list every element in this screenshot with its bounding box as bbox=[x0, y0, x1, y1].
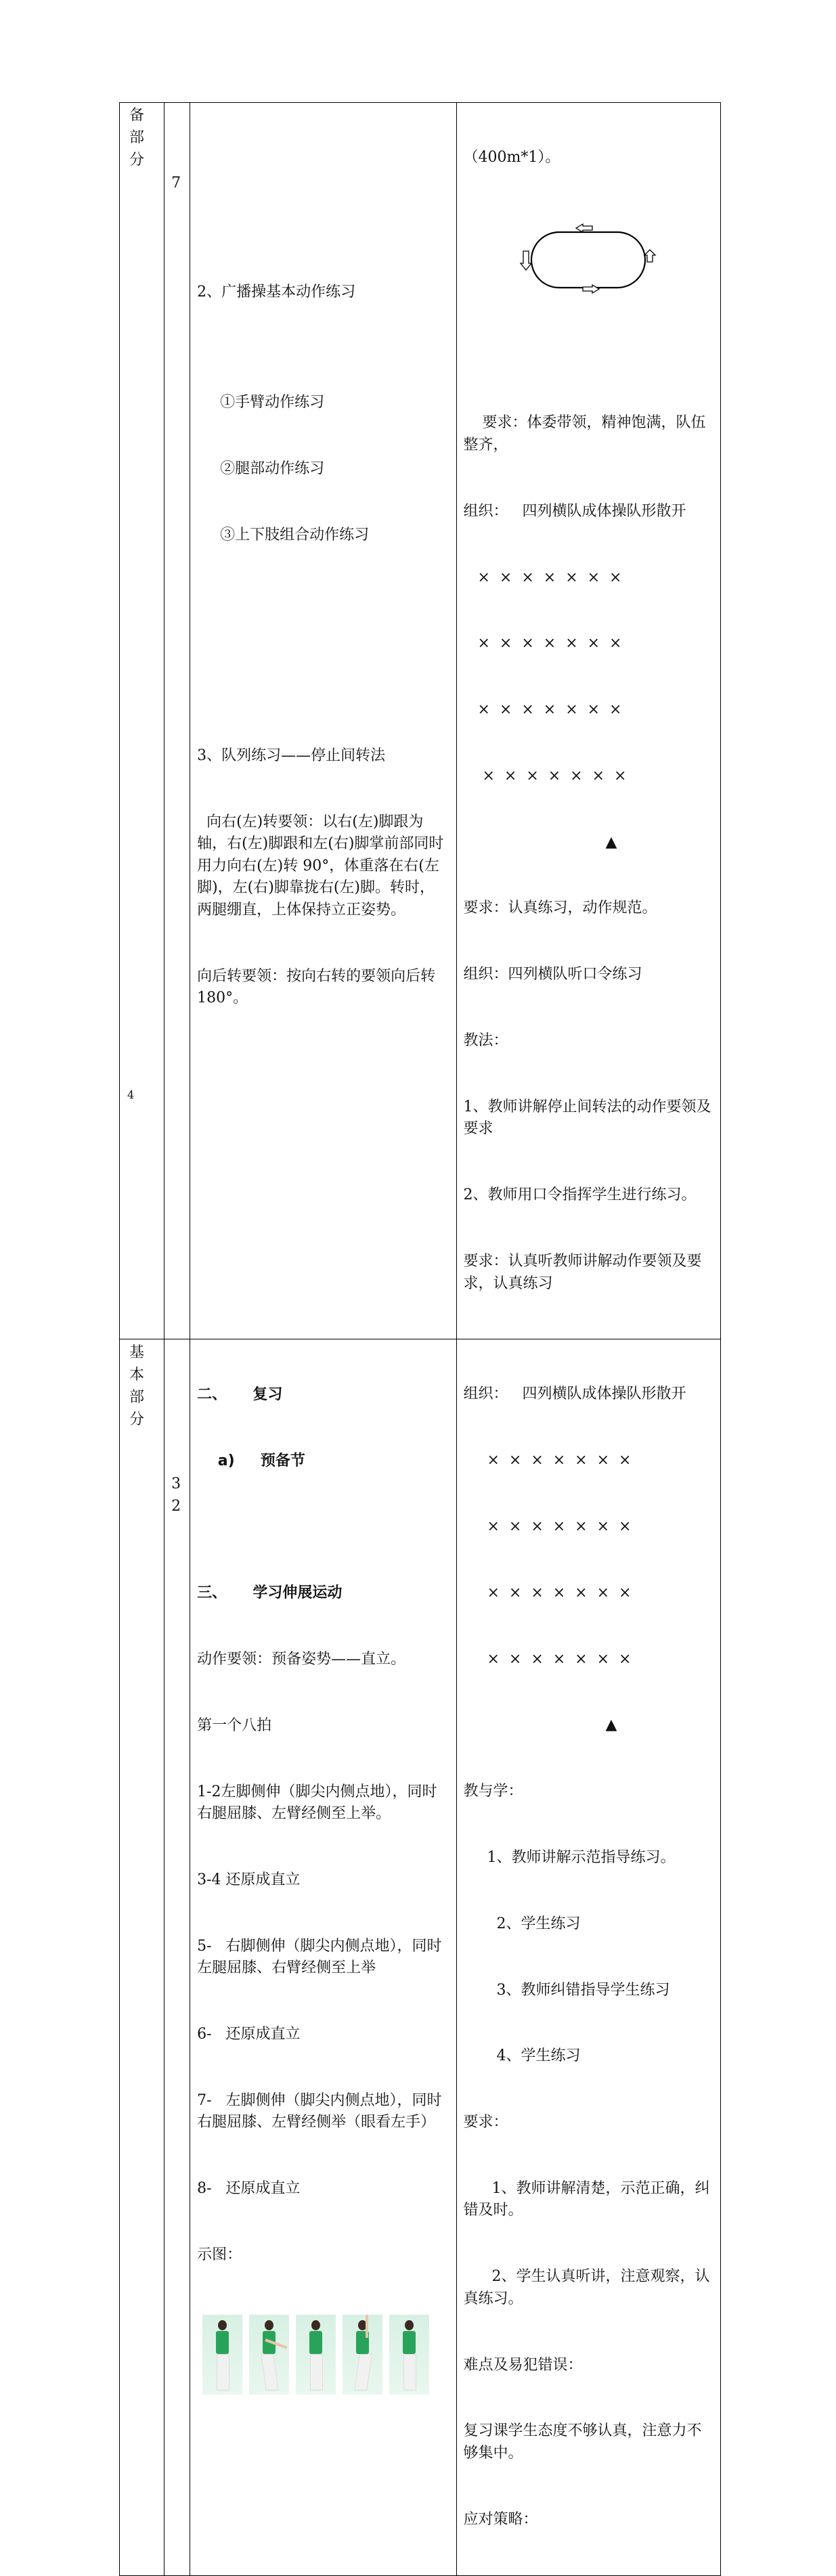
section-char: 基 bbox=[129, 1344, 145, 1362]
time-cell-prep bbox=[164, 103, 190, 1339]
formation-row: × × × × × × × bbox=[463, 1518, 632, 1536]
section-char: 分 bbox=[129, 1411, 145, 1429]
formation-row: × × × × × × × bbox=[463, 1584, 632, 1601]
step: 8- 还原成直立 bbox=[197, 2180, 301, 2198]
requirement-item: 2、学生认真听讲，注意观察，认真练习。 bbox=[463, 2268, 710, 2307]
table-row-prep bbox=[120, 103, 721, 1339]
content-cell-basic bbox=[190, 1339, 456, 2575]
section-label-basic bbox=[120, 1339, 164, 2575]
exercise-photo bbox=[202, 2315, 242, 2395]
method-label: 教法： bbox=[463, 1031, 508, 1049]
minutes-digit: 3 bbox=[171, 1475, 181, 1493]
item-body: 向右(左)转要领：以右(左)脚跟为轴，右(左)脚跟和左(右)脚掌前部同时用力向右(左)转 90°，体重落在右(左脚)，左(右)脚靠拢右(左)脚。转时，两腿绷直，上体保持立正姿势。 bbox=[197, 813, 444, 919]
lesson-plan-table bbox=[119, 102, 721, 2576]
teach-item: 4、学生练习 bbox=[463, 2047, 581, 2065]
formation-row: × × × × × × × bbox=[463, 1452, 632, 1469]
requirement: 要求：认真听教师讲解动作要领及要求，认真练习 bbox=[463, 1252, 702, 1292]
formation-row: × × × × × × × bbox=[463, 767, 627, 784]
exercise-photo bbox=[343, 2315, 382, 2395]
teacher-position-icon: ▲ bbox=[605, 833, 617, 851]
formation-row: × × × × × × × bbox=[463, 701, 622, 719]
section-char: 分 bbox=[129, 152, 145, 169]
minutes: 7 bbox=[171, 175, 181, 192]
page-number: 4 bbox=[127, 1088, 135, 1101]
requirement: 要求：体委带领，精神饱满，队伍整齐， bbox=[463, 414, 706, 453]
step: 5- 右脚侧伸（脚尖内侧点地），同时左腿屈膝、右臂经侧至上举 bbox=[197, 1937, 442, 1977]
exercise-photos bbox=[202, 2315, 456, 2395]
sub-item: ①手臂动作练习 bbox=[220, 394, 325, 412]
step: 3-4 还原成直立 bbox=[197, 1871, 301, 1888]
difficulty-label: 难点及易犯错误： bbox=[463, 2356, 583, 2374]
running-track-diagram bbox=[516, 217, 665, 298]
sub-item: ②腿部动作练习 bbox=[220, 460, 325, 477]
section-char: 本 bbox=[129, 1367, 145, 1384]
step: 1-2左脚侧伸（脚尖内侧点地），同时右腿屈膝、左臂经侧至上举。 bbox=[197, 1783, 437, 1823]
teach-item: 3、教师纠错指导学生练习 bbox=[463, 1981, 670, 1999]
exercise-photo bbox=[249, 2315, 289, 2395]
organization: 组织：四列横队听口令练习 bbox=[463, 966, 642, 983]
formation-row: × × × × × × × bbox=[463, 635, 622, 652]
sub-item: ③上下肢组合动作练习 bbox=[220, 526, 370, 543]
difficulty: 复习课学生态度不够认真，注意力不够集中。 bbox=[463, 2422, 702, 2462]
time-cell-basic bbox=[164, 1339, 190, 2575]
formation-row: × × × × × × × bbox=[463, 569, 622, 586]
requirement: 要求：认真练习，动作规范。 bbox=[463, 900, 657, 917]
section-label-prep bbox=[120, 103, 164, 1339]
strategy-label: 应对策略： bbox=[463, 2510, 538, 2528]
requirement-item: 1、教师讲解清楚，示范正确，纠错及时。 bbox=[463, 2179, 710, 2219]
exercise-photo bbox=[389, 2315, 429, 2395]
exercise-photo bbox=[296, 2315, 336, 2395]
beat-title: 第一个八拍 bbox=[197, 1716, 272, 1734]
requirement-label: 要求： bbox=[463, 2114, 508, 2131]
content-cell-prep bbox=[190, 103, 456, 1339]
organization: 组织： 四列横队成体操队形散开 bbox=[463, 502, 686, 520]
sub-heading: a) 预备节 bbox=[197, 1452, 305, 1470]
method-item: 1、教师讲解停止间转法的动作要领及要求 bbox=[463, 1098, 711, 1138]
organization: 组织： 四列横队成体操队形散开 bbox=[463, 1385, 686, 1403]
minutes-digit: 2 bbox=[171, 1498, 181, 1515]
item-title: 3、队列练习——停止间转法 bbox=[197, 747, 386, 764]
teach-item: 2、学生练习 bbox=[463, 1915, 581, 1932]
method-cell-prep bbox=[456, 103, 720, 1339]
step: 7- 左脚侧伸（脚尖内侧点地），同时右腿屈膝、左臂经侧举（眼看左手） bbox=[197, 2091, 442, 2131]
method-cell-basic bbox=[456, 1339, 720, 2575]
run-note: （400m*1）。 bbox=[463, 149, 560, 166]
diagram-label: 示图： bbox=[197, 2246, 242, 2264]
section-char: 部 bbox=[129, 129, 145, 146]
teach-label: 教与学： bbox=[463, 1783, 523, 1800]
section-char: 部 bbox=[129, 1389, 145, 1406]
step: 6- 还原成直立 bbox=[197, 2026, 301, 2043]
table-row-basic bbox=[120, 1339, 721, 2575]
item-title: 2、广播操基本动作练习 bbox=[197, 284, 356, 301]
essentials: 动作要领：预备姿势——直立。 bbox=[197, 1651, 406, 1668]
method-item: 2、教师用口令指挥学生进行练习。 bbox=[463, 1186, 697, 1204]
section-char: 备 bbox=[129, 107, 145, 124]
item-body: 向后转要领：按向右转的要领向后转 180°。 bbox=[197, 967, 441, 1007]
teach-item: 1、教师讲解示范指导练习。 bbox=[463, 1848, 676, 1866]
section-heading: 二、 复习 bbox=[197, 1386, 283, 1404]
teacher-position-icon: ▲ bbox=[605, 1716, 617, 1734]
section-heading: 三、 学习伸展运动 bbox=[197, 1584, 343, 1602]
formation-row: × × × × × × × bbox=[463, 1650, 632, 1668]
